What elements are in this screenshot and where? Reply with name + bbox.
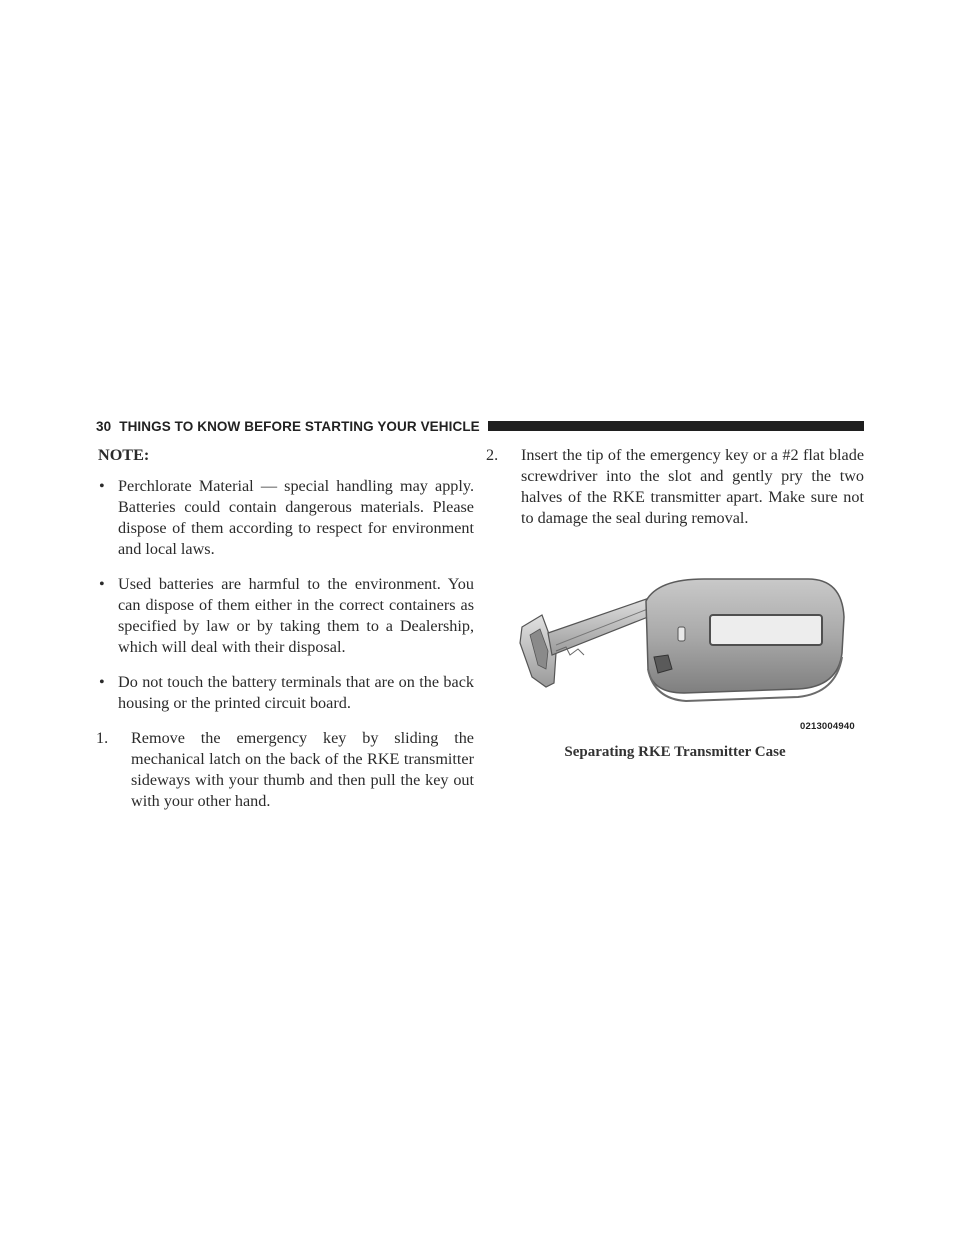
step-number: 2. bbox=[486, 446, 499, 464]
key-fob-illustration-icon bbox=[508, 565, 863, 735]
bullet-text: Do not touch the battery terminals that are on the back housing or the printed circuit board. bbox=[118, 673, 474, 712]
bullet-text: Used batteries are harmful to the environment. You can dispose of them either in the correct containers as specified by law or by taking them to a Dealership, which will deal with their disposal. bbox=[118, 575, 474, 656]
bullet-dot: • bbox=[99, 673, 105, 691]
note-bullet-terminals bbox=[96, 672, 474, 714]
header-rule bbox=[488, 421, 864, 431]
page-number: 30 bbox=[96, 418, 112, 434]
step-text: Remove the emergency key by sliding the mechanical latch on the back of the RKE transmitter sideways with your thumb and then pull the key out with your other hand. bbox=[131, 729, 474, 810]
key-fob-figure bbox=[508, 565, 863, 735]
note-title: NOTE: bbox=[98, 446, 150, 464]
page-header bbox=[96, 417, 864, 435]
left-column bbox=[96, 445, 474, 826]
step-number: 1. bbox=[96, 729, 109, 747]
section-title: THINGS TO KNOW BEFORE STARTING YOUR VEHICLE bbox=[119, 418, 480, 434]
step-2 bbox=[486, 445, 864, 529]
step-text: Insert the tip of the emergency key or a #2 flat blade screwdriver into the slot and gently pry the two halves of the RKE transmitter apart. Make sure not to damage the seal during removal. bbox=[521, 446, 864, 527]
note-bullet-used-batteries bbox=[96, 574, 474, 658]
figure-caption: Separating RKE Transmitter Case bbox=[564, 744, 786, 760]
figure-code: 0213004940 bbox=[800, 721, 855, 732]
note-bullet-perchlorate bbox=[96, 476, 474, 560]
bullet-dot: • bbox=[99, 477, 105, 495]
right-column bbox=[486, 445, 864, 543]
bullet-text: Perchlorate Material — special handling may apply. Batteries could contain dangerous materials. Please dispose of them according to respect for environment and local laws. bbox=[118, 477, 474, 558]
step-1 bbox=[96, 728, 474, 812]
bullet-dot: • bbox=[99, 575, 105, 593]
